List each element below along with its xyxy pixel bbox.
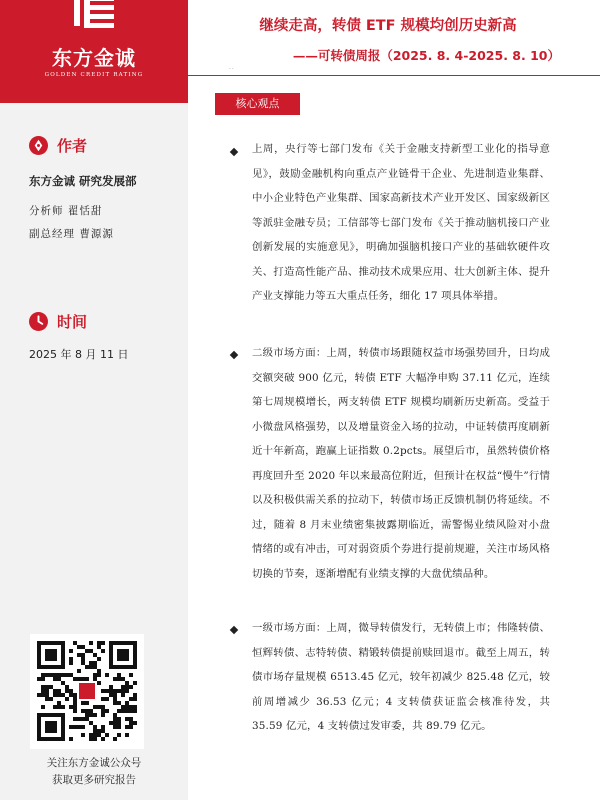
bullet-icon — [230, 351, 238, 359]
brand-name-en: GOLDEN CREDIT RATING — [44, 72, 144, 78]
report-date: 2025 年 8 月 11 日 — [29, 348, 129, 361]
section-tag: 核心观点 — [215, 93, 300, 115]
report-title: 继续走高，转债 ETF 规模均创历史新高 — [259, 18, 517, 34]
author-title: 作者 — [57, 137, 88, 155]
report-subtitle: ——可转债周报（2025. 8. 4-2025. 8. 10） — [292, 48, 560, 63]
pen-nib-icon — [29, 136, 48, 155]
time-title: 时间 — [57, 313, 88, 331]
brand-name-cn: 东方金诚 — [52, 46, 136, 70]
qr-code — [30, 634, 144, 749]
bullet-icon — [230, 626, 238, 634]
department: 东方金诚 研究发展部 — [29, 174, 137, 188]
sidebar — [0, 0, 188, 800]
paragraph-primary-market: 一级市场方面：上周，微导转债发行，无转债上市；伟隆转债、恒辉转债、志特转债、精锻转债提前赎回退市。截至上周五，转债市场存量规模 6513.45 亿元，较年初减少 825.48 亿元，较前周增减少 36.53 亿元；4 支转债获证监会核准待发，共 35.59 亿元，4 支转债过发审委，共 89.79 亿元。 — [252, 622, 550, 732]
deputy-name: 副总经理 曹源源 — [29, 228, 114, 240]
clock-icon — [29, 312, 48, 331]
time-heading — [29, 311, 87, 332]
qr-caption-line1: 关注东方金诚公众号 — [46, 757, 142, 769]
decorative-dots: ·· — [229, 66, 235, 73]
analyst-name: 分析师 翟恬甜 — [29, 205, 103, 217]
paragraph-policy: 上周，央行等七部门发布《关于金融支持新型工业化的指导意见》，鼓励金融机构向重点产业链骨干企业、先进制造业集群、中小企业特色产业集群、国家高新技术产业开发区、国家级新区等派驻金融专员；工信部等七部门发布《关于推动脑机接口产业创新发展的实施意见》，明确加强脑机接口产业的基础软硬件攻关、打造高性能产品、推动技术成果应用、壮大创新主体、提升产业支撑能力等五大重点任务，细化 17 项具体举措。 — [252, 143, 550, 302]
author-heading — [29, 135, 87, 156]
qr-caption-line2: 获取更多研究报告 — [52, 774, 136, 786]
brand-logo — [0, 0, 188, 103]
qr-code-image — [30, 634, 144, 749]
bullet-icon — [230, 148, 238, 156]
brand-mark-icon — [70, 0, 118, 30]
paragraph-secondary-market: 二级市场方面：上周，转债市场跟随权益市场强势回升，日均成交额突破 900 亿元，转债 ETF 大幅净申购 37.11 亿元，连续第七周规模增长，两支转债 ETF 规模均刷新历史新高。受益于小微盘风格强势，以及增量资金入场的拉动，中证转债再度刷新近十年新高，跑赢上证指数 0.2pcts。展望后市，虽然转债价格再度回升至 2020 年以来最高位附近，但预计在权益“慢牛”行情以及积极供需关系的拉动下，转债市场正反馈机制仍将延续。不过，随着 8 月末业绩密集披露期临近，需警惕业绩风险对小盘情绪的或有冲击，可对弱资质个券进行提前规避，关注市场风格切换的节奏，逐渐增配有业绩支撑的大盘优绩品种。 — [252, 347, 550, 580]
header-divider — [188, 75, 600, 76]
